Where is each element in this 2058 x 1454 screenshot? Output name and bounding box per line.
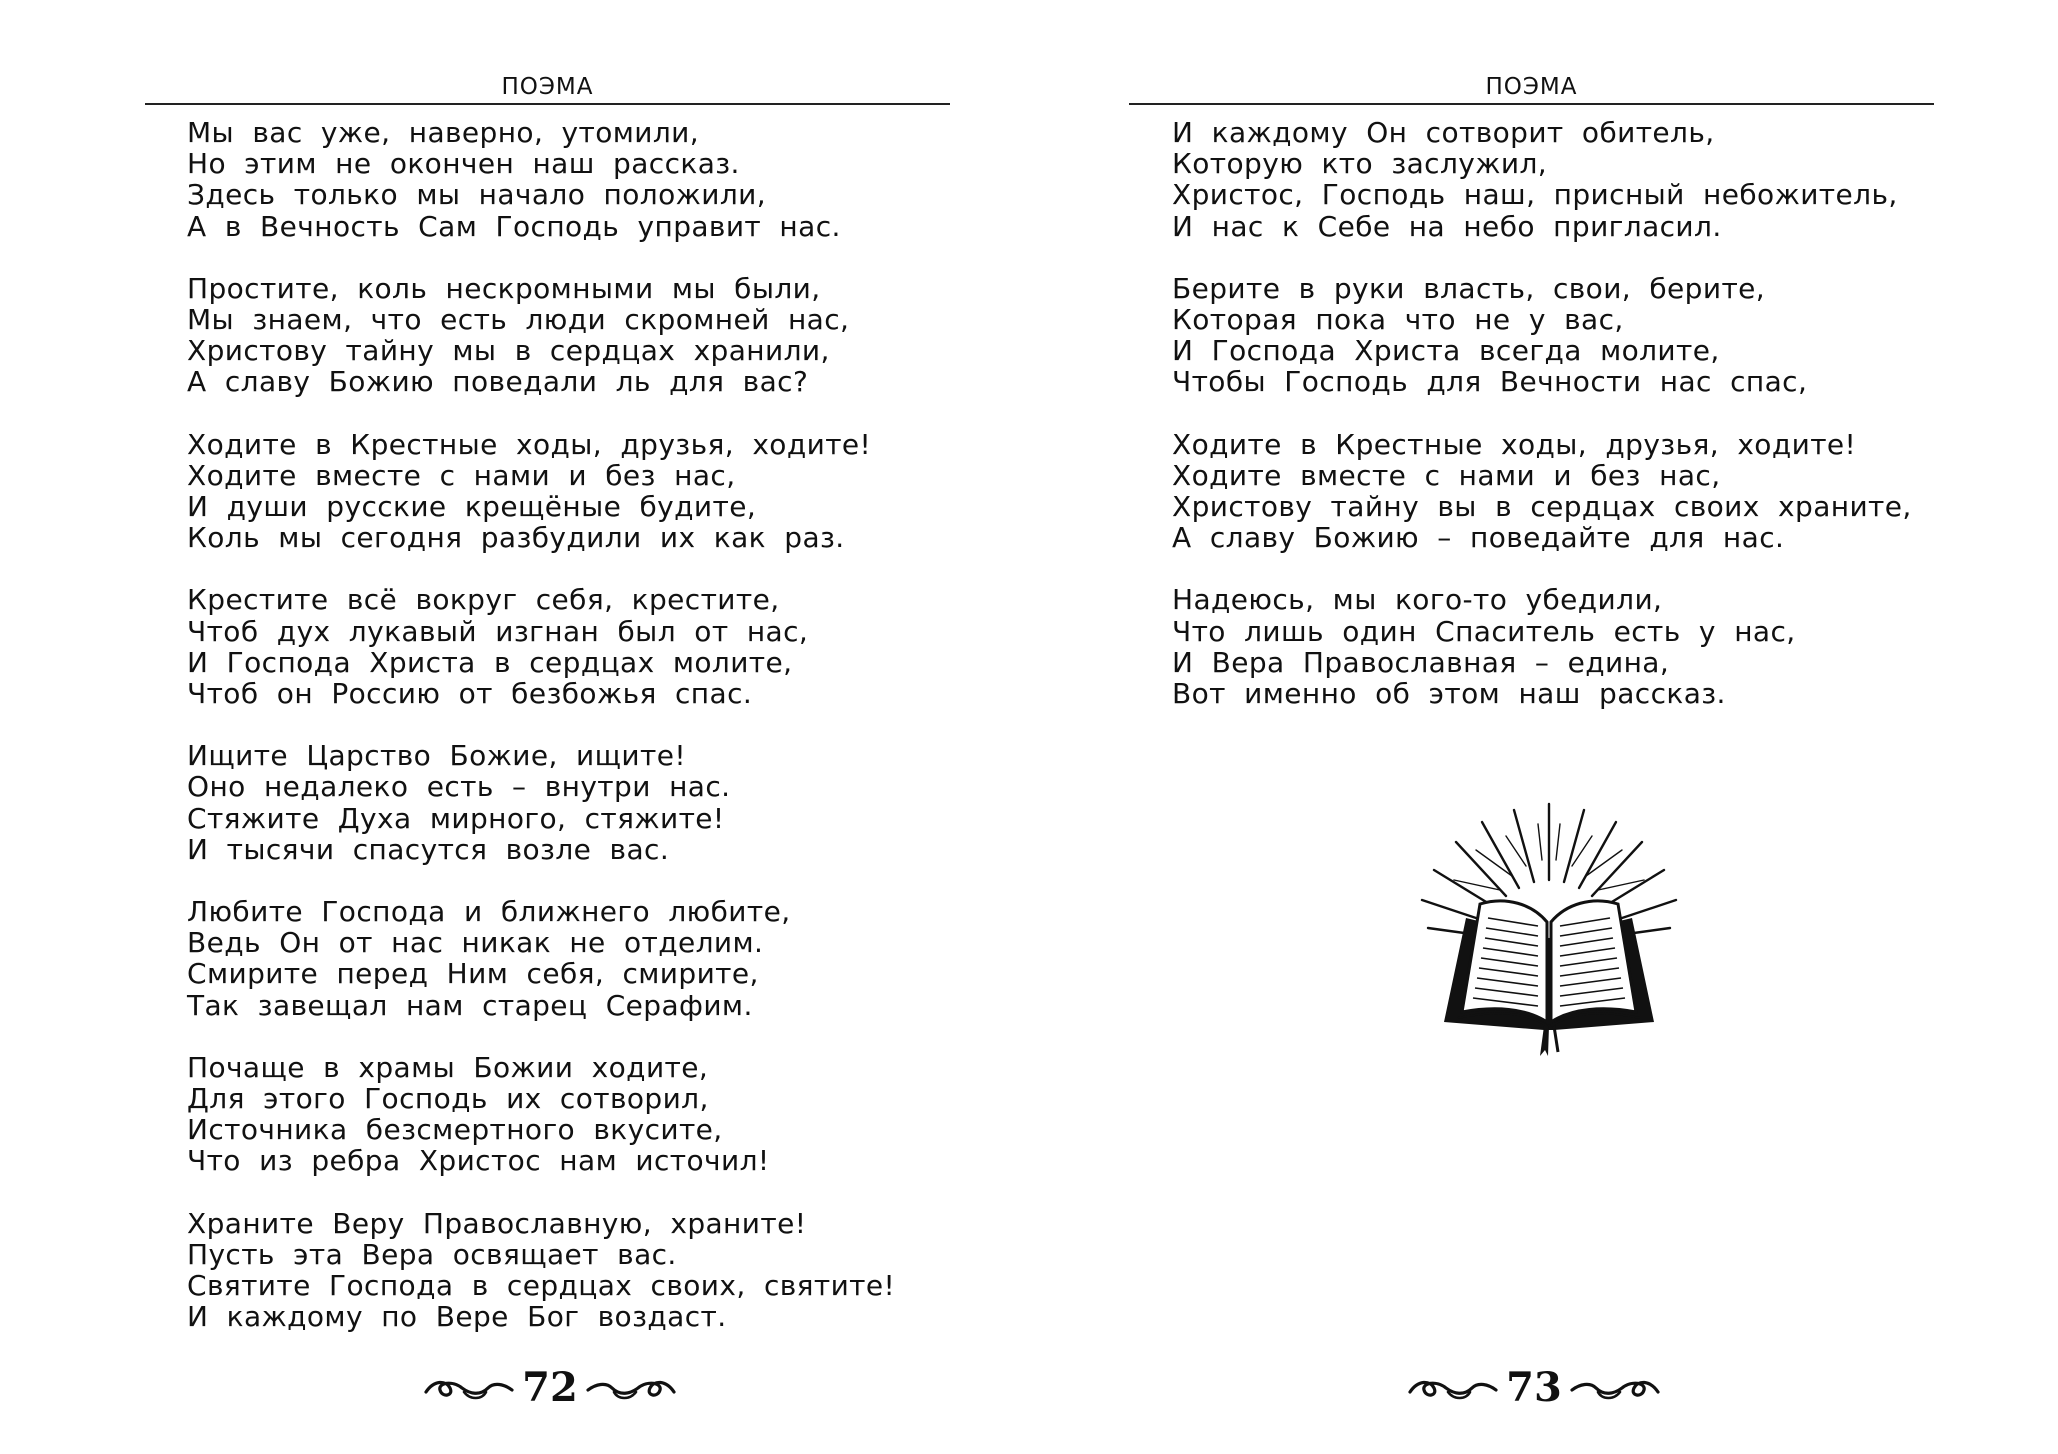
verse-line: Коль мы сегодня разбудили их как раз. bbox=[187, 521, 845, 555]
flourish-left-icon bbox=[1408, 1374, 1498, 1402]
page-number: 73 bbox=[1506, 1364, 1562, 1411]
verse-line: Чтоб дух лукавый изгнан был от нас, bbox=[187, 614, 809, 648]
verse-line: И Господа Христа в сердцах молите, bbox=[187, 645, 793, 679]
stanza bbox=[1172, 584, 1992, 709]
stanza bbox=[1172, 273, 1992, 398]
verse-line: Вот именно об этом наш рассказ. bbox=[1172, 677, 1726, 711]
verse-line: Ходите вместе с нами и без нас, bbox=[187, 458, 736, 492]
verse-line: Христову тайну мы в сердцах хранили, bbox=[187, 334, 830, 368]
open-bible-icon bbox=[1414, 800, 1684, 1060]
verse-line: Источника безсмертного вкусите, bbox=[187, 1113, 723, 1147]
flourish-right-icon bbox=[1570, 1374, 1660, 1402]
running-head: ПОЭМА bbox=[1485, 74, 1578, 100]
verse-line: Что из ребра Христос нам источил! bbox=[187, 1144, 770, 1178]
poem-text bbox=[1172, 117, 1992, 740]
verse-line: И Вера Православная – едина, bbox=[1172, 645, 1670, 679]
stanza bbox=[187, 740, 1007, 865]
stanza bbox=[187, 273, 1007, 398]
page-footer bbox=[1029, 1358, 2058, 1418]
verse-line: Для этого Господь их сотворил, bbox=[187, 1082, 709, 1116]
verse-line: И нас к Себе на небо пригласил. bbox=[1172, 209, 1722, 243]
flourish-right-icon bbox=[586, 1374, 676, 1402]
stanza bbox=[1172, 117, 1992, 242]
stanza bbox=[1172, 429, 1992, 554]
header-rule bbox=[145, 103, 950, 105]
stanza bbox=[187, 896, 1007, 1021]
verse-line: Любите Господа и ближнего любите, bbox=[187, 895, 791, 929]
flourish-left-icon bbox=[424, 1374, 514, 1402]
verse-line: А славу Божию – поведайте для нас. bbox=[1172, 521, 1785, 555]
verse-line: Надеюсь, мы кого-то убедили, bbox=[1172, 583, 1663, 617]
verse-line: Чтобы Господь для Вечности нас спас, bbox=[1172, 365, 1808, 399]
stanza bbox=[187, 1208, 1007, 1333]
verse-line: Берите в руки власть, свои, берите, bbox=[1172, 271, 1766, 305]
stanza bbox=[187, 117, 1007, 242]
verse-line: Мы вас уже, наверно, утомили, bbox=[187, 116, 700, 149]
verse-line: Оно недалеко есть – внутри нас. bbox=[187, 770, 731, 804]
verse-line: Ходите вместе с нами и без нас, bbox=[1172, 458, 1721, 492]
verse-line: Крестите всё вокруг себя, крестите, bbox=[187, 583, 780, 617]
poem-text bbox=[187, 117, 1007, 1364]
verse-line: Что лишь один Спаситель есть у нас, bbox=[1172, 614, 1796, 648]
verse-line: Стяжите Духа мирного, стяжите! bbox=[187, 801, 725, 835]
verse-line: И души русские крещёные будите, bbox=[187, 490, 757, 524]
verse-line: Ходите в Крестные ходы, друзья, ходите! bbox=[187, 427, 872, 461]
verse-line: Христову тайну вы в сердцах своих храните, bbox=[1172, 490, 1912, 524]
verse-line: Ищите Царство Божие, ищите! bbox=[187, 739, 686, 773]
verse-line: Почаще в храмы Божии ходите, bbox=[187, 1050, 709, 1084]
verse-line: А в Вечность Сам Господь управит нас. bbox=[187, 209, 841, 243]
verse-line: Которую кто заслужил, bbox=[1172, 147, 1548, 181]
verse-line: Мы знаем, что есть люди скромней нас, bbox=[187, 303, 850, 337]
verse-line: Христос, Господь наш, присный небожитель, bbox=[1172, 178, 1898, 212]
verse-line: И тысячи спасутся возле вас. bbox=[187, 832, 670, 866]
verse-line: Здесь только мы начало положили, bbox=[187, 178, 767, 212]
verse-line: Храните Веру Православную, храните! bbox=[187, 1206, 807, 1240]
verse-line: Простите, коль нескромными мы были, bbox=[187, 271, 821, 305]
right-page bbox=[1029, 0, 2058, 1454]
page-footer bbox=[0, 1358, 1029, 1418]
stanza bbox=[187, 1052, 1007, 1177]
stanza bbox=[187, 584, 1007, 709]
verse-line: Святите Господа в сердцах своих, святите! bbox=[187, 1269, 896, 1303]
verse-line: Но этим не окончен наш рассказ. bbox=[187, 147, 740, 181]
verse-line: Ведь Он от нас никак не отделим. bbox=[187, 926, 764, 960]
verse-line: Пусть эта Вера освящает вас. bbox=[187, 1237, 677, 1271]
verse-line: Чтоб он Россию от безбожья спас. bbox=[187, 677, 753, 711]
stanza bbox=[187, 429, 1007, 554]
verse-line: Так завещал нам старец Серафим. bbox=[187, 988, 753, 1022]
verse-line: А славу Божию поведали ль для вас? bbox=[187, 365, 809, 399]
page-number: 72 bbox=[522, 1364, 578, 1411]
verse-line: И каждому по Вере Бог воздаст. bbox=[187, 1300, 727, 1334]
verse-line: И Господа Христа всегда молите, bbox=[1172, 334, 1720, 368]
header-rule bbox=[1129, 103, 1934, 105]
running-head: ПОЭМА bbox=[501, 74, 594, 100]
verse-line: Смирите перед Ним себя, смирите, bbox=[187, 957, 759, 991]
verse-line: И каждому Он сотворит обитель, bbox=[1172, 116, 1715, 149]
verse-line: Которая пока что не у вас, bbox=[1172, 303, 1624, 337]
verse-line: Ходите в Крестные ходы, друзья, ходите! bbox=[1172, 427, 1857, 461]
